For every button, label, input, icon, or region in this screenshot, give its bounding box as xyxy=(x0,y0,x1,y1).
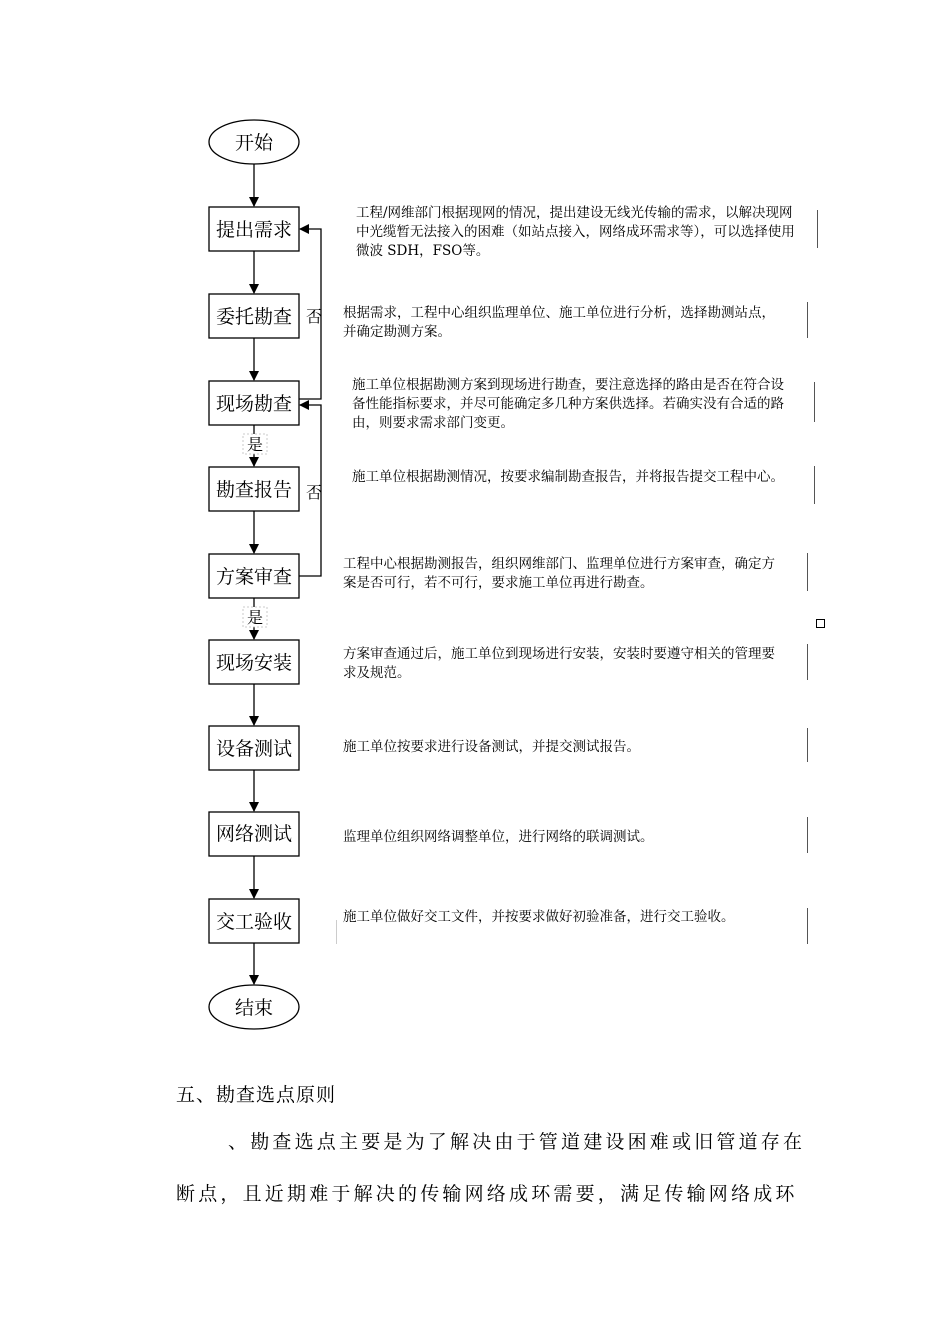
step-description-3: 施工单位根据勘测方案到现场进行勘查，要注意选择的路由是否在符合设备性能指标要求，并尽可能确定多几种方案供选择。若确实没有合适的路由，则要求需求部门变更。 xyxy=(352,377,784,431)
step-description-2: 根据需求，工程中心组织监理单位、施工单位进行分析，选择勘测站点，并确定勘测方案。 xyxy=(343,305,775,340)
step-description-9: 施工单位做好交工文件，并按要求做好初验准备，进行交工验收。 xyxy=(343,909,735,925)
paragraph-line-2: 断点，且近期难于解决的传输网络成环需要，满足传输网络成环 xyxy=(176,1183,798,1205)
section-heading: 五、勘查选点原则 xyxy=(176,1084,337,1106)
step-description-7: 施工单位按要求进行设备测试，并提交测试报告。 xyxy=(343,739,640,755)
step-label-8: 网络测试 xyxy=(215,823,293,845)
step-label-4: 勘查报告 xyxy=(215,479,293,501)
step-label-6: 现场安装 xyxy=(215,652,293,674)
paragraph-line-1: 、勘查选点主要是为了解决由于管道建设困难或旧管道存在 xyxy=(228,1131,806,1153)
step-box-4 xyxy=(209,467,299,511)
step-label-7: 设备测试 xyxy=(215,738,293,760)
step-description-6: 方案审查通过后，施工单位到现场进行安装，安装时要遵守相关的管理要求及规范。 xyxy=(343,646,775,681)
yes-label-1: 是 xyxy=(246,435,264,454)
step-box-8 xyxy=(209,812,299,856)
step-label-3: 现场勘查 xyxy=(215,393,293,415)
step-label-9: 交工验收 xyxy=(215,911,293,933)
yes-label-2-box xyxy=(243,607,267,627)
step-description-4: 施工单位根据勘测情况，按要求编制勘查报告，并将报告提交工程中心。 xyxy=(352,469,784,485)
textbox-edge xyxy=(817,210,818,248)
step-description-5: 工程中心根据勘测报告，组织网维部门、监理单位进行方案审查，确定方案是否可行，若不可行，要求施工单位再进行勘查。 xyxy=(343,556,775,591)
textbox-edge xyxy=(807,644,808,680)
start-label: 开始 xyxy=(234,132,274,154)
textbox-edge xyxy=(807,302,808,338)
textbox-edge xyxy=(807,553,808,591)
step-description-8: 监理单位组织网络调整单位，进行网络的联调测试。 xyxy=(343,829,654,845)
step-description-1: 工程/网维部门根据现网的情况，提出建设无线光传输的需求，以解决现网中光缆暂无法接入的困难（如站点接入，网络成环需求等），可以选择使用微波 SDH，FSO等。 xyxy=(356,205,795,259)
textbox-edge xyxy=(814,382,815,422)
step-box-7 xyxy=(209,726,299,770)
textbox-edge-left xyxy=(336,920,337,944)
textbox-edge xyxy=(807,728,808,762)
no-label-2: 否 xyxy=(306,483,323,502)
yes-label-1-box xyxy=(243,434,267,454)
step-label-1: 提出需求 xyxy=(215,219,293,241)
step-box-9 xyxy=(209,899,299,943)
step-label-5: 方案审查 xyxy=(215,566,293,588)
step-box-1 xyxy=(209,207,299,251)
step-box-6 xyxy=(209,640,299,684)
anchor-handle xyxy=(816,619,825,628)
step-label-2: 委托勘查 xyxy=(215,306,293,328)
no-label-1: 否 xyxy=(306,307,323,326)
textbox-edge xyxy=(807,817,808,853)
step-box-5 xyxy=(209,554,299,598)
textbox-edge xyxy=(814,466,815,504)
step-box-2 xyxy=(209,294,299,338)
yes-label-2: 是 xyxy=(246,608,264,627)
textbox-edge xyxy=(807,908,808,944)
step-box-3 xyxy=(209,381,299,425)
end-label: 结束 xyxy=(234,997,274,1019)
